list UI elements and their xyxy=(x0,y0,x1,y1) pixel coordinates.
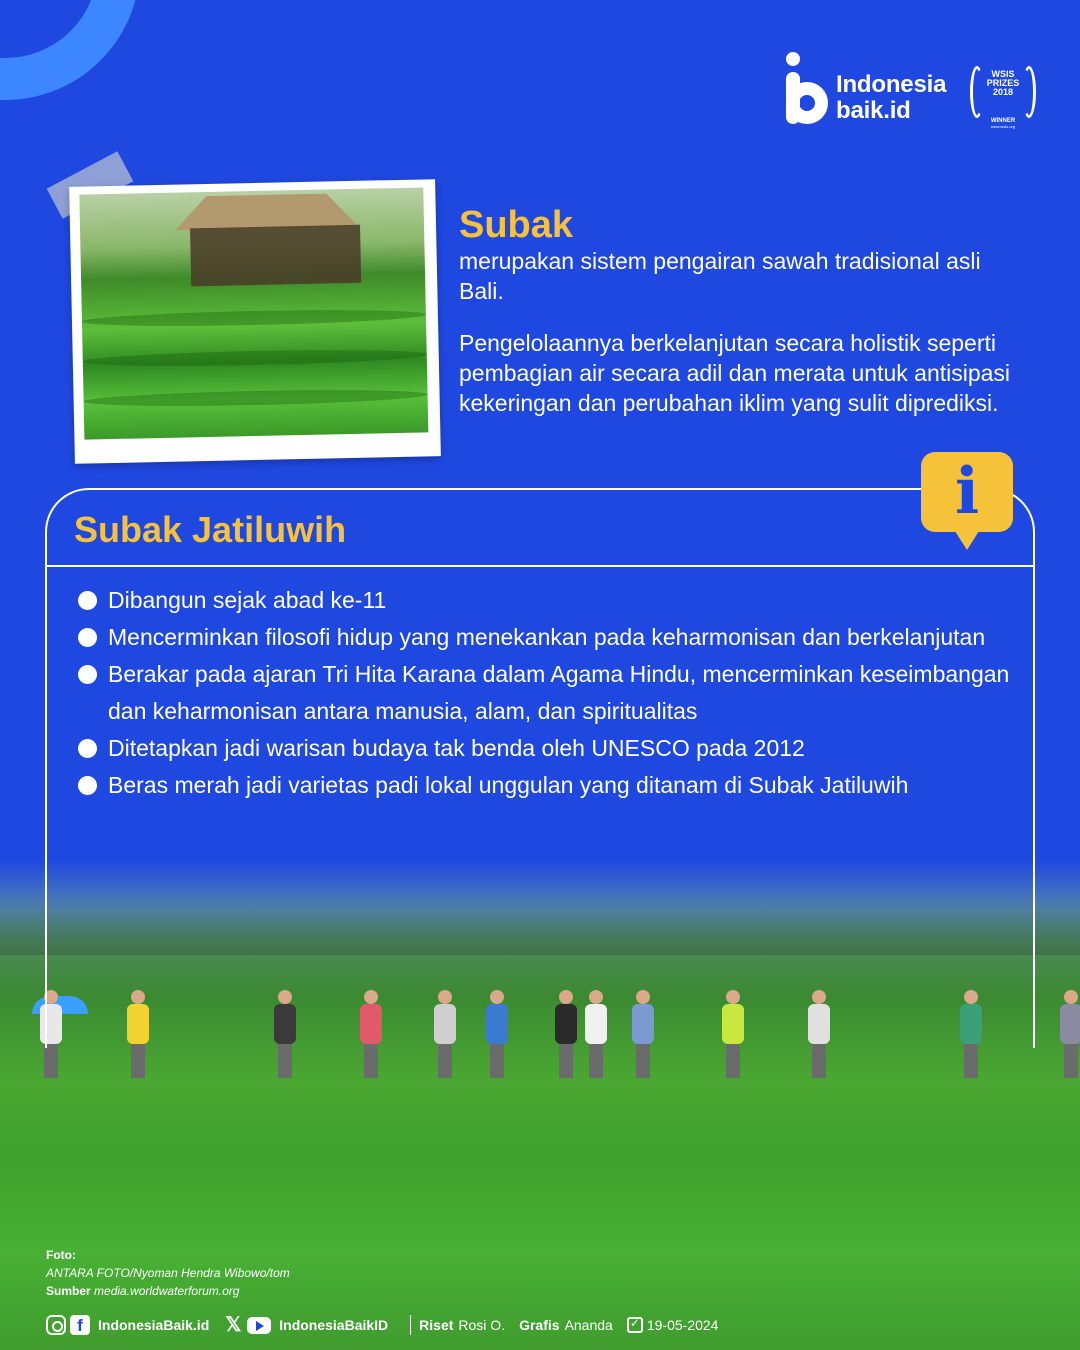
publish-date: 19-05-2024 xyxy=(646,1317,719,1333)
list-item: Berakar pada ajaran Tri Hita Karana dalam Agama Hindu, mencerminkan keseimbangan dan keharmonisan antara manusia, alam, dan spiritualitas xyxy=(78,656,1038,730)
fact-list xyxy=(78,582,1038,804)
card-title: Subak Jatiluwih xyxy=(74,509,347,550)
bullet-icon xyxy=(78,665,97,684)
list-item: Mencerminkan filosofi hidup yang menekankan pada keharmonisan dan berkelanjutan xyxy=(78,619,1038,656)
polaroid-photo-frame xyxy=(69,179,441,464)
bullet-icon xyxy=(78,739,97,758)
list-item: Beras merah jadi varietas padi lokal unggulan yang ditanam di Subak Jatiluwih xyxy=(78,767,1038,804)
intro-body: Pengelolaannya berkelanjutan secara holistik seperti pembagian air secara adil dan merata untuk antisipasi kekeringan dan perubahan iklim yang sulit diprediksi. xyxy=(459,330,1011,416)
laurel-icon xyxy=(970,66,984,118)
rice-terrace-photo xyxy=(79,187,428,439)
laurel-icon xyxy=(1022,66,1036,118)
facebook-icon[interactable]: f xyxy=(70,1315,90,1335)
social-handle[interactable]: IndonesiaBaik.id xyxy=(98,1317,210,1333)
intro-title: Subak xyxy=(459,204,574,246)
card-divider xyxy=(45,565,1035,567)
social-handle[interactable]: IndonesiaBaikID xyxy=(279,1317,389,1333)
youtube-icon[interactable] xyxy=(247,1317,271,1334)
footer-bar: f IndonesiaBaik.id 𝕏 IndonesiaBaikID Riset Rosi O. Grafis Ananda ✓ 19-05-2024 xyxy=(46,1313,718,1337)
walker xyxy=(1058,990,1080,1080)
divider xyxy=(410,1315,411,1335)
list-item: Dibangun sejak abad ke-11 xyxy=(78,582,1038,619)
indonesiabaik-logo xyxy=(784,52,964,128)
bullet-icon xyxy=(78,591,97,610)
intro-lead: merupakan sistem pengairan sawah tradisional asli Bali. xyxy=(459,248,981,304)
wsis-award-emblem: WSIS PRIZES 2018 WINNER www.wsis.org xyxy=(970,66,1036,130)
calendar-icon xyxy=(627,1317,643,1333)
photo-credit: Foto: ANTARA FOTO/Nyoman Hendra Wibowo/tom Sumber media.worldwaterforum.org xyxy=(46,1248,290,1298)
decorative-ring xyxy=(0,0,140,100)
bullet-icon xyxy=(78,776,97,795)
bullet-icon xyxy=(78,628,97,647)
logo-text: Indonesia baik.id xyxy=(836,71,947,124)
logo-mark-icon xyxy=(784,52,832,126)
list-item: Ditetapkan jadi warisan budaya tak benda oleh UNESCO pada 2012 xyxy=(78,730,1038,767)
x-icon[interactable]: 𝕏 xyxy=(225,1314,242,1336)
info-icon: i xyxy=(921,452,1013,532)
instagram-icon[interactable] xyxy=(46,1315,66,1335)
